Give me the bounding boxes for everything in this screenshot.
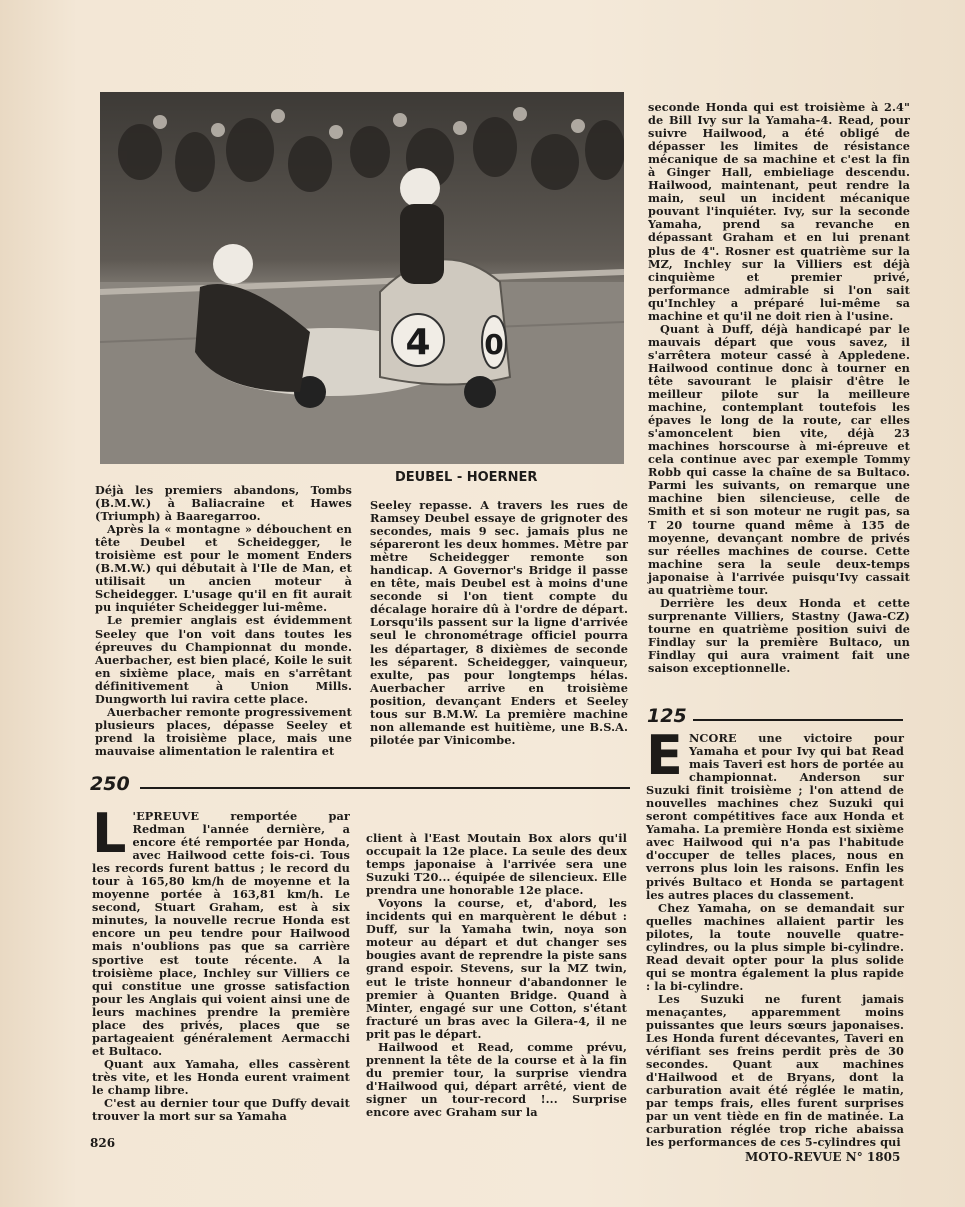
race-photo [100, 92, 624, 464]
paragraph: NCORE une victoire pour Yamaha et pour Ivy qui bat Read mais Taveri est hors de portée au championnat. Anderson sur Suzuki finit troisième ; l'on attend de nouvelles machines chez Suzuki qui seront compétitives face aux Honda et Yamaha. La première Honda est sixième avec Hailwood qui n'a pas l'habitude d'occuper de telles places, nous en verrons plus loin les raisons. Enfin les privés Bultaco et Honda se partagent les autres places du classement. [646, 731, 904, 902]
paragraph: Hailwood et Read, comme prévu, prennent la tête de la course et à la fin du premier tour, la surprise viendra d'Hailwood qui, départ arrêté, vient de signer un tour-record !... Surprise encore avec Graham sur la [366, 1039, 627, 1119]
section-heading-250: 250 [90, 773, 130, 795]
column-3-top [648, 101, 910, 675]
section-rule [140, 787, 630, 789]
paragraph: Quant aux Yamaha, elles cassèrent très vite, et les Honda eurent vraiment le champ libre. [92, 1056, 350, 1097]
column-1-top [95, 484, 352, 758]
drop-cap: E [646, 724, 683, 787]
paragraph: Chez Yamaha, on se demandait sur quelles machines allaient partir les pilotes, la toute nouvelle quatre-cylindres, ou la plus simple bi-cylindre. Read devait opter pour la plus solide qui se montra également la plus rapide : la bi-cylindre. [646, 900, 904, 993]
paragraph: seconde Honda qui est troisième à 2.4" de Bill Ivy sur la Yamaha-4. Read, pour suivre Hailwood, a été obligé de dépasser les limites de résistance mécanique de sa machine et c'est la fin à Ginger Hall, embieliage descendu. Hailwood, maintenant, peut rendre la main, seul un incident mécanique pouvant l'inquiéter. Ivy, sur la seconde Yamaha, prend sa revanche en dépassant Graham et en lui prenant plus de 4". Rosner est quatrième sur la MZ, Inchley sur la Villiers est déjà cinquième et premier privé, performance admirable si l'on sait qu'Inchley a préparé lui-même sa machine et qu'il ne doit rien à l'usine. [648, 100, 910, 323]
column-1-bottom [92, 802, 350, 1124]
section-heading-125: 125 [647, 705, 687, 727]
paragraph: Déjà les premiers abandons, Tombs (B.M.W.) à Baliacraine et Hawes (Triumph) à Baaregarroo. [95, 483, 352, 524]
sidecar-number: 4 [405, 322, 431, 363]
photo-caption: DEUBEL - HOERNER [395, 470, 538, 485]
paragraph: C'est au dernier tour que Duffy devait trouver la mort sur sa Yamaha [92, 1096, 350, 1124]
paragraph: Voyons la course, et, d'abord, les incidents qui en marquèrent le début : Duff, sur la Yamaha twin, noya son moteur au départ et dut changer ses bougies avant de reprendre la piste sans grand espoir. Stevens, sur la MZ twin, eut le triste honneur d'abandonner le premier à Quanten Bridge. Quand à Minter, engagé sur une Cotton, s'étant fracturé un bras avec la Gilera-4, il ne prit pas le départ. [366, 896, 627, 1041]
sidecar-number-right: 0 [484, 328, 504, 361]
section-rule [693, 719, 903, 721]
paragraph: client à l'East Moutain Box alors qu'il occupait la 12e place. La seule des deux temps japonaise à l'arrivée sera une Suzuki T20... équipée de silencieux. Elle prendra une honorable 12e place. [366, 831, 627, 898]
drop-cap: L [92, 802, 127, 865]
column-2-top [370, 499, 628, 747]
column-3-bottom [646, 724, 904, 1150]
paragraph: Seeley repasse. A travers les rues de Ramsey Deubel essaye de grignoter des secondes, mais 9 sec. jamais plus ne sépareront les deux hommes. Mètre par mètre Scheidegger remonte son handicap. A Governor's Bridge il passe en tête, mais Deubel est à moins d'une seconde si l'on tient compte du décalage horaire dû à l'ordre de départ. Lorsqu'ils passent sur la ligne d'arrivée seul le chronométrage officiel pourra les départager, 8 dixièmes de seconde les séparent. Scheidegger, vainqueur, exulte, pas pour longtemps hélas. Auerbacher arrive en troisième position, devançant Enders et Seeley tous sur B.M.W. La première machine non allemande est huitième, une B.S.A. pilotée par Vinicombe. [370, 498, 628, 747]
magazine-issue: MOTO-REVUE N° 1805 [745, 1150, 901, 1164]
paragraph: Les Suzuki ne furent jamais menaçantes, apparemment moins puissantes que leurs sœurs japonaises. Les Honda furent décevantes, Taveri en vérifiant ses freins perdit près de 30 secondes. Quant aux machines d'Hailwood et de Bryans, dont la carburation avait été réglée le matin, par temps frais, elles furent surprises par un vent tiède en fin de matinée. La carburation réglée trop riche abaissa les performances de ces 5-cylindres qui [646, 991, 904, 1150]
paragraph: Le premier anglais est évidemment Seeley que l'on voit dans toutes les épreuves du Championnat du monde. Auerbacher, est bien placé, Koile le suit en sixième place, mais en s'arrêtant définitivement à Union Mills. Dungworth lui ravira cette place. [95, 613, 352, 706]
paragraph: Derrière les deux Honda et cette surprenante Villiers, Stastny (Jawa-CZ) tourne en quatrième position suivi de Findlay sur la première Bultaco, un Findlay qui aura vraiment fait une saison exceptionnelle. [648, 595, 910, 676]
paragraph: Après la « montagne » débouchent en tête Deubel et Scheidegger, le troisième est pour le moment Enders (B.M.W.) qui débutait à l'Ile de Man, et utilisait un ancien moteur à Scheidegger. L'usage qu'il en fit aurait pu inquiéter Scheidegger lui-même. [95, 522, 352, 615]
column-2-bottom [366, 832, 627, 1119]
paragraph: Auerbacher remonte progressivement plusieurs places, dépasse Seeley et prend la troisième place, mais une mauvaise alimentation le ralentira et [95, 704, 352, 758]
sidecar-photo-illustration [100, 92, 624, 464]
page-number: 826 [90, 1136, 116, 1150]
paragraph: Quant à Duff, déjà handicapé par le mauvais départ que vous savez, il s'arrêtera moteur cassé à Appledene. Hailwood continue donc à tourner en tête savourant le plaisir d'être le meilleur pilote sur la meilleure machine, contemplant toutefois les épaves le long de la route, car elles s'amoncelent bien vite, déjà 23 machines horscourse à mi-épreuve et cela continue avec par exemple Tommy Robb qui casse la chaîne de sa Bultaco. Parmi les suivants, on remarque une machine bien silencieuse, celle de Smith et si son moteur ne rugit pas, sa T 20 tourne quand même à 135 de moyenne, devançant nombre de privés sur réelles machines de course. Cette machine sera la seule deux-temps japonaise à l'arrivée puisqu'Ivy cassait au quatrième tour. [648, 321, 910, 597]
paragraph: 'EPREUVE remportée par Redman l'année dernière, a encore été remportée par Honda, avec Hailwood cette fois-ci. Tous les records furent battus ; le record du tour à 165,80 km/h de moyenne et la moyenne portée à 163,81 km/h. Le second, Stuart Graham, est à six minutes, la nouvelle recrue Honda est encore un peu tendre pour Hailwood mais n'oublions pas que sa carrière sportive est toute récente. A la troisième place, Inchley sur Villiers ce qui constitue une grosse satisfaction pour les Anglais qui voient ainsi une de leurs machines prendre la première place des privés, places que se partageaient généralement Aermacchi et Bultaco. [92, 809, 350, 1058]
